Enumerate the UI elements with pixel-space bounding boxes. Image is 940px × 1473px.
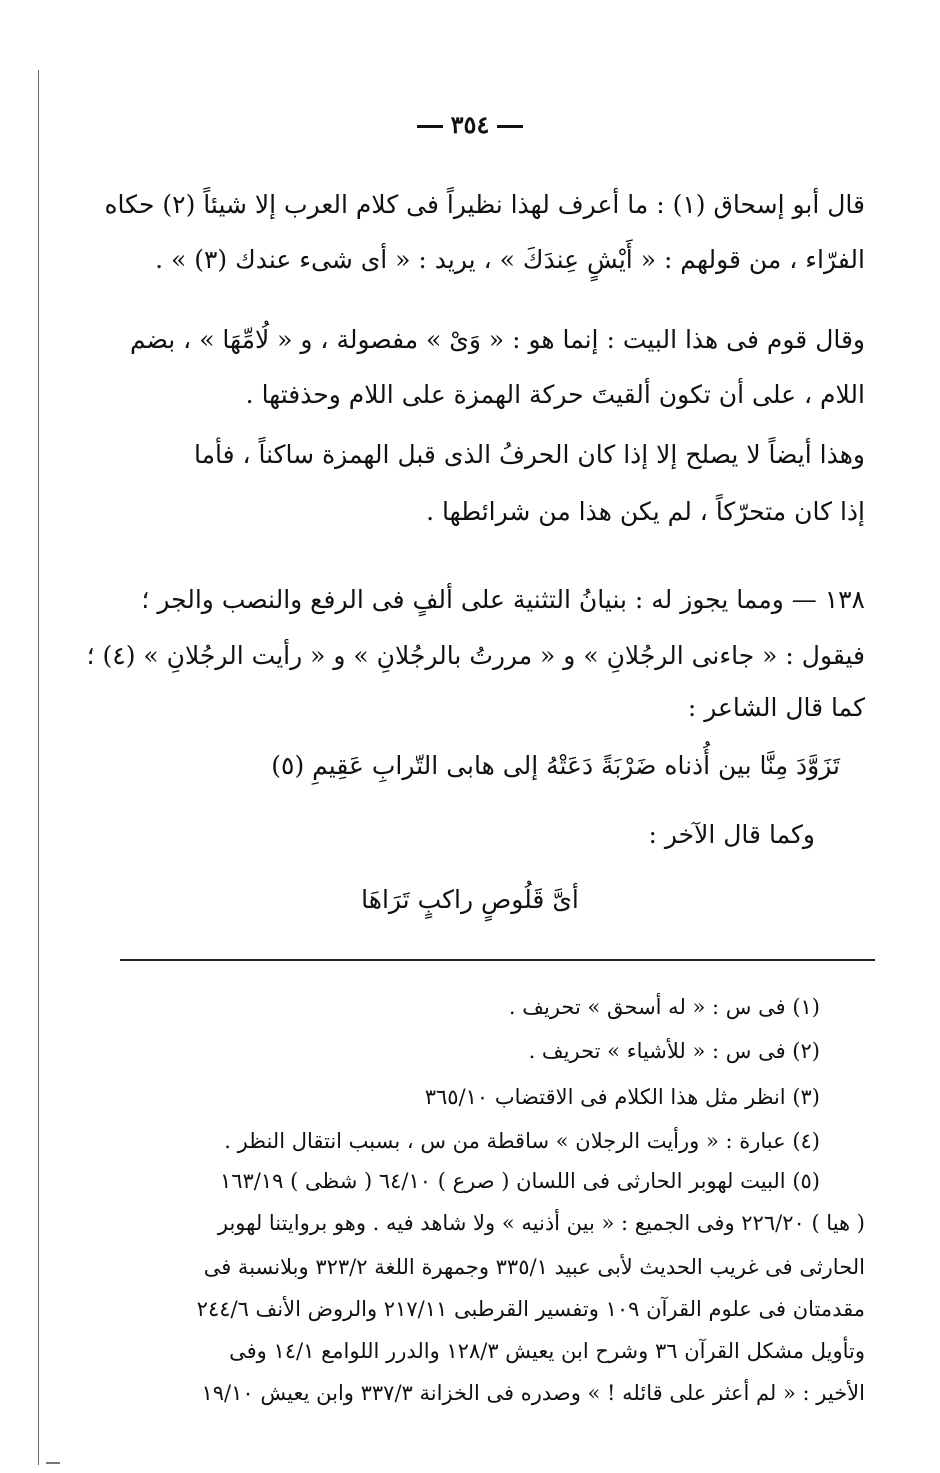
text-line: الفرّاء ، من قولهم : « أَيْشٍ عِندَكَ » ، يريد : « أى شىء عندك (٣) » . — [155, 245, 865, 274]
footnote: (٥) البيت لهوبر الحارثى فى اللسان ( صرع ) ٦٤/١٠ ( شظى ) ١٦٣/١٩ — [219, 1169, 820, 1193]
footnote: (٢) فى س : « للأشياء » تحريف . — [528, 1039, 820, 1063]
text-line: كما قال الشاعر : — [687, 693, 865, 722]
text-line: قال أبو إسحاق (١) : ما أعرف لهذا نظيراً فى كلام العرب إلا شيئاً (٢) حكاه — [104, 190, 865, 219]
footnote-separator — [120, 959, 875, 961]
page-number — [0, 110, 940, 139]
footnote-continuation: ( هيا ) ٢٢٦/٢٠ وفى الجميع : « بين أذنيه » ولا شاهد فيه . وهو بروايتنا لهوبر — [217, 1211, 865, 1235]
footnote: (١) فى س : « له أسحق » تحريف . — [508, 995, 820, 1019]
text-line: فيقول : « جاءنى الرجُلانِ » و « مررتُ بالرجُلانِ » و « رأيت الرجُلانِ » (٤) ؛ — [86, 641, 865, 670]
verse-line: أىَّ قَلُوصٍ راكبٍ تَرَاهَا — [361, 885, 579, 914]
text-line: إذا كان متحرّكاً ، لم يكن هذا من شرائطها . — [426, 497, 865, 526]
page-margin-line — [38, 70, 39, 1465]
text-line: ١٣٨ — ومما يجوز له : بنيانُ التثنية على ألفٍ فى الرفع والنصب والجر ؛ — [141, 585, 865, 614]
page-number-dash-left — [417, 125, 443, 128]
verse-line: تَزَوَّدَ مِنَّا بين أُذناه ضَرْبَةً دَعَتْهُ إلى هابى التّرابِ عَقِيمِ (٥) — [271, 751, 840, 780]
footnote-continuation: الحارثى فى غريب الحديث لأبى عبيد ٣٣٥/١ وجمهرة اللغة ٣٢٣/٢ وبلانسبة فى — [203, 1255, 865, 1279]
text-line: وقال قوم فى هذا البيت : إنما هو : « وَىْ » مفصولة ، و « لُامِّهَا » ، بضم — [129, 325, 865, 354]
footnote: (٣) انظر مثل هذا الكلام فى الاقتضاب ٣٦٥/١٠ — [424, 1085, 820, 1109]
footnote-continuation: الأخير : « لم أعثر على قائله ! » وصدره فى الخزانة ٣٣٧/٣ وابن يعيش ١٩/١٠ — [201, 1381, 865, 1405]
text-line: وكما قال الآخر : — [648, 820, 815, 849]
footnote-continuation: وتأويل مشكل القرآن ٣٦ وشرح ابن يعيش ١٢٨/٣ والدرر اللوامع ١٤/١ وفى — [229, 1339, 865, 1363]
footnote-continuation: مقدمتان فى علوم القرآن ١٠٩ وتفسير القرطبى ٢١٧/١١ والروض الأنف ٢٤٤/٦ — [196, 1297, 865, 1321]
page-number-dash-right — [497, 125, 523, 128]
text-line: وهذا أيضاً لا يصلح إلا إذا كان الحرفُ الذى قبل الهمزة ساكناً ، فأما — [193, 440, 865, 469]
margin-mark — [46, 1462, 60, 1464]
footnote: (٤) عبارة : « ورأيت الرجلان » ساقطة من س ، بسبب انتقال النظر . — [224, 1129, 820, 1153]
text-line: اللام ، على أن تكون ألقيتَ حركة الهمزة على اللام وحذفتها . — [245, 380, 865, 409]
page-number-text: ٣٥٤ — [450, 110, 490, 139]
